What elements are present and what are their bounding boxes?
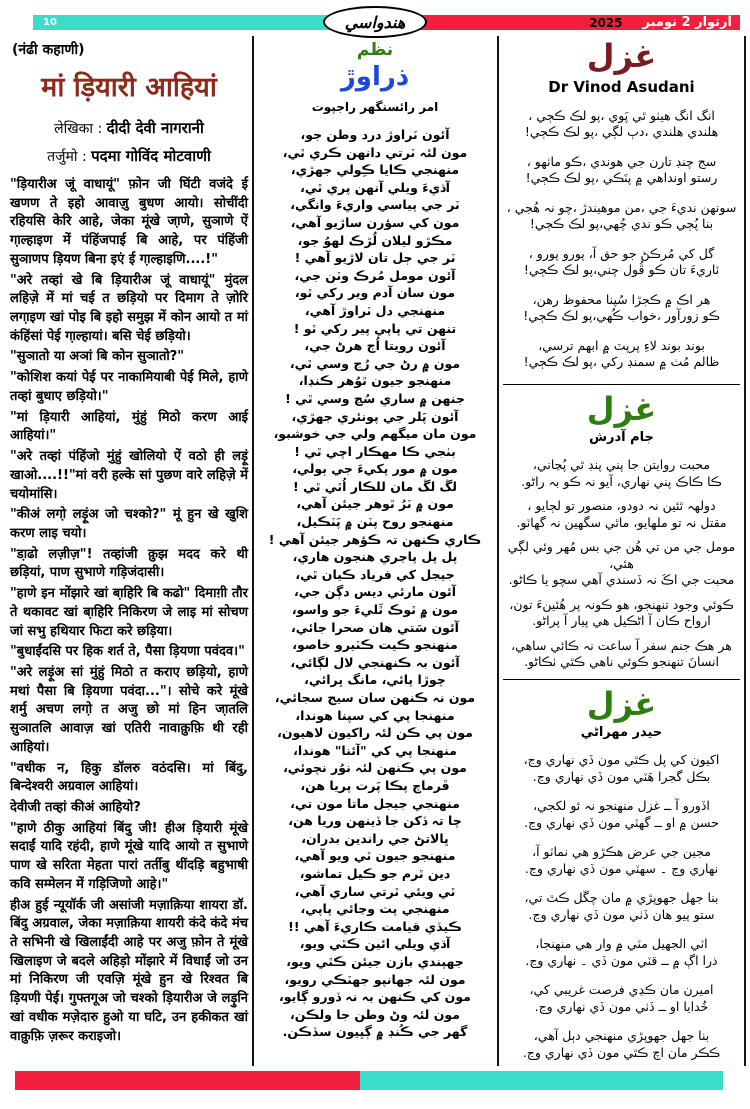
ghazal-title: غزل xyxy=(586,389,657,428)
ghazal-line: بوند بوند لاءِ پرپٽ ۾ ابهم ترسي، xyxy=(538,337,705,353)
ghazal-couplet xyxy=(503,890,740,923)
poem-line: جيجل کي فرياد ڪيان ٿي، xyxy=(295,566,455,582)
ghazal-line: هر اڪ ۾ ڪجڙا سُپنا محفوظ رهن، xyxy=(532,291,711,307)
poem-line: مون لئہ وڻ وطن جا ولڪن، xyxy=(290,1006,460,1022)
poem-line: آئون ٽراوڙ درد وطن جو، xyxy=(300,127,450,142)
poem-line: آڌي ويلي ائين ڪٿي ويو، xyxy=(299,936,451,952)
ghazal-couplet xyxy=(503,936,740,969)
poem-line: منهنجي ڪايا ڪِولي جهڙي، xyxy=(290,162,460,178)
nazm-title: ذراوڙ xyxy=(340,62,410,92)
ghazal-couplet xyxy=(503,457,740,490)
story-author-byline xyxy=(10,118,248,138)
poem-line: مون مان ميگهم ولي جي خوشبو، xyxy=(273,426,477,442)
poem-line: گهر جي ڪُنڊ ۾ ڳڀيون سڏڪن. xyxy=(282,1024,468,1040)
ghazal-couplet xyxy=(503,638,740,671)
story-paragraph: "बुधाईंदसि पर हिक शर्त ते, पैसा ड़ियणा पवंदव।" xyxy=(10,644,245,660)
nazm-body xyxy=(258,126,492,1041)
column-divider-right xyxy=(497,36,499,1066)
ghazal-body xyxy=(503,108,740,371)
ghazal-line: سج چنڊ تارن جي هوندي ،ڪو ماٺهو ، xyxy=(526,153,717,169)
ghazal-line: ظالم مُٺ ۾ سمنڊ رکي ،پو لڪ ڪڄي! xyxy=(523,354,720,370)
ghazal-column xyxy=(503,38,740,1074)
poem-line: چا تہ ڏکن جا ڏينهن وريا هن، xyxy=(288,813,462,829)
ghazal-couplet xyxy=(503,338,740,371)
ghazal-line: اکيون کي پل ڪٿي مون ڏي نهاري وڃ، xyxy=(523,752,720,768)
ghazal-line: ڪا ڪاڪ پني نهاري، آيو نہ ڪو بہ راڻو. xyxy=(521,473,722,489)
ghazal-body xyxy=(503,457,740,671)
translator-label: तर्जुमो : xyxy=(47,149,87,165)
ghazal-line: ذرا اڳ ۾ ــ قٽي مون ڏي ۔ نهاري وڃ. xyxy=(525,952,718,968)
story-paragraph: "डा़ढो लज़ीज़"! तव्हांजी कु़झ मदद करे थी छड़ियां, पाण सुभाणे गड़िजंदासी। xyxy=(10,546,248,581)
ghazal-line: خُدايا او ــ ڏٺي مون ڏي نهاري وڃ. xyxy=(534,998,709,1014)
nazm-kicker: نظم xyxy=(356,40,394,60)
masthead-title: هندواسي xyxy=(344,12,406,32)
story-kicker: (नंढी कहाणी) xyxy=(12,42,85,58)
ghazal-title: غزل xyxy=(586,684,657,723)
ghazal-line: ڪوئي وجود تنهنجو، هو ڪونہ پر هُئينءَ تون، xyxy=(509,596,734,612)
ghazal-line: بنا جهل جهوپڙي ۾ مان چڱل ڪٿ تي، xyxy=(524,890,719,906)
ghazal-line: محبت روايتن جا پني پنڊ ٿي پُڃاني، xyxy=(532,457,711,473)
ghazal-line: محبت جي اڪَ نہ ڏسندي آهي سچو يا ڪاڻو. xyxy=(508,572,735,588)
story-paragraph: हीअ हुई न्यूयॉर्क जी असांजी मज़ाक़िया शायरा डॉ. बिंदु अग्रवाल, जेका मज़ाक़िया शायरी कंदे कंदे मंच ते सभिनी खे खिलाईंदी आहे पर अजु फ़ोन ते मूंखे खिलाइण जे बदले अहिड़ो मोंझारे में विधाईं जो उन मां निकिरण जी एवज़ि मूंखे हुन खे रिश्वत बि ड़ियणी पेई। गुफ्तगूअ जो चश्को ड़ियारीअ जे लड़ुनि खां वधीक मज़ेदारु हुओ या घटि, उन हकीकत खां वाकु़फ़ि ज़रूर कराइजो। xyxy=(10,897,248,1044)
poem-line: منهنجا پي کي سپنا هوندا، xyxy=(295,707,455,723)
poem-line: دين ٿرم جو ڪيل تماشو، xyxy=(299,865,451,881)
poem-line: جهپندي بازن جيئن ڪٿي ويو، xyxy=(286,953,464,969)
ghazal-title: غزل xyxy=(586,37,657,75)
poem-line: آئون سَتي هان صحرا جائي، xyxy=(291,619,459,635)
ghazal-line: انسانَ تنهنجو ڪوئي ناهي ڪٿي ٺڪاڻو. xyxy=(524,654,719,670)
poem-line: بٺجي ڪا مهڪار اچي ٿي ! xyxy=(294,443,456,459)
masthead-oval xyxy=(323,6,427,38)
column-divider-left xyxy=(252,36,254,1066)
story-paragraph: "कीअं लगो़ लड़ूंअ जो चश्को?" मूं हुन खे खुशि करण लाइ चयो। xyxy=(10,507,248,541)
story-body xyxy=(10,176,248,1046)
poem-line: ڀالاتڻ جي راندين بدران، xyxy=(301,830,449,846)
ghazal-section-3 xyxy=(503,684,740,1062)
ghazal-section-2 xyxy=(503,389,740,671)
ghazal-line: اٽي الجهيل مٽي ۾ وار هي منهنجا، xyxy=(535,936,708,952)
ghazal-separator xyxy=(503,384,740,385)
ghazal-line: نهاري وڃ ۔ سهٽي مون ڏي نهاري وڃ. xyxy=(524,860,719,876)
poem-line: آئون بہ ڪنهنجي لال لڳائي، xyxy=(290,654,460,670)
ghazal-couplet xyxy=(503,246,740,279)
ghazal-couplet xyxy=(503,982,740,1015)
poem-line: چوڙا پائي، مانگ ڀرائي، xyxy=(304,672,446,688)
poem-line: مون لئہ جهانپو جهٽڪي رويو، xyxy=(284,971,466,987)
ghazal-line: بڪل گجرا هَٽي مون ڏي نهاري وڃ. xyxy=(532,768,711,784)
ghazal-author: Dr Vinod Asudani xyxy=(548,77,695,96)
ghazal-couplet xyxy=(503,539,740,589)
ghazal-line: هر هڪ جنم سفر آ ساعت نہ ڪائي ساهي، xyxy=(511,637,732,653)
poem-line: مون ۾ ٿوڪ ٿَليءَ جو واسو، xyxy=(291,602,459,618)
poem-line: مون نہ ڪنهن سان سيج سجائي، xyxy=(274,690,476,705)
poem-line: مون کي ڪنهن بہ نہ ڏورو ڳايو، xyxy=(279,989,471,1005)
poem-line: آڌيءَ ويلي آنهن پري ٿي، xyxy=(300,179,450,195)
story-title: मां ड़ियारी आहियां xyxy=(41,72,217,103)
poem-line: مون لئہ ٽرتي دانهن ڪري ٿي، xyxy=(282,144,468,160)
story-paragraph: "अरे तव्हां पंहिंजो मुंहुं खोलियो ऐं वठो ही लड़ूं खाओ....!!"मां वरी हल्के सां पुछण वारे लहिज़े में चयोमांसि। xyxy=(10,449,248,502)
translator-name: पदमा गोविंद मोटवाणी xyxy=(91,147,211,165)
ghazal-author: حيدر مهراڻي xyxy=(580,725,663,741)
ghazal-line: مجين جي عرض هڪڙو هي نماٽو آ، xyxy=(532,844,711,860)
ghazal-separator xyxy=(503,679,740,680)
story-paragraph: "सुञातो या अञां बि कोन सुञातो?" xyxy=(10,349,185,365)
poem-line: آئون مارئي ديس دڳن جي، xyxy=(294,584,456,600)
ghazal-body xyxy=(503,752,740,1061)
poem-line: منهنجا پي کي "آئنا" هوندا، xyxy=(293,742,457,758)
story-column xyxy=(10,38,248,1048)
poem-line: منهنجو ڪيت ڪٽيرو خاصو، xyxy=(292,637,458,653)
poem-line: تنهن تي پاپي پير رکي ٿو ! xyxy=(293,320,457,336)
poem-line: منهنجي دل ٽراوڙ آهي، xyxy=(304,302,446,318)
poem-line: آئون رويتا اُڄ هرڻ جي، xyxy=(304,338,446,354)
ghazal-line: انگ انگ هيٺو ٿي پَوي ،پو لڪ ڪڄي ، xyxy=(528,107,715,123)
story-translator-byline xyxy=(10,146,248,166)
ghazal-line: ٽاريءَ تان ڪو ڦُول چني،پو لڪ ڪڄي! xyxy=(523,262,720,278)
page-right-rule xyxy=(744,36,746,1066)
ghazal-couplet xyxy=(503,200,740,233)
story-paragraph: "ड़ियारीअ जूं वाधायूं" फ़ोन जी घिंटी वजंदे ई खणण ते इहो आवाज़ु बुधण आयो। सोचींदी रहियसि केरि आहे, जेका मूंखे जा़णे, सुञाणे ऐं गा़ल्हाइण में पंहिंजपाई बि आहे, पर पंहिंजी सुञाणप ड़ियण बिना इएं ई गा़ल्हाइणि....!" xyxy=(10,177,248,267)
poem-line: مون پي ڪنهن لئہ نوُر نچوئي، xyxy=(283,760,467,776)
poem-line: ٽر جي پياسي واريءَ وانگي، xyxy=(290,197,460,213)
ghazal-line: اميرن مان ڪڍي فرصت غريبي کي، xyxy=(529,982,714,998)
poem-line: مڪڙو ليلان لُڙڪ لهوُ جو، xyxy=(297,232,453,248)
ghazal-couplet xyxy=(503,844,740,877)
poem-line: جنهن ۾ ساري سُڃ وسي ٿي ! xyxy=(285,390,465,406)
story-paragraph: "वधीक न, हिकु डॉलरु वठंदसि। मां बिंदु, बिन्देश्वरी अग्रवाल आहियां। xyxy=(10,760,248,795)
story-paragraph: "कोशिश कयां पेई पर नाकामियाबी पेई मिले, हाणे तव्हां बुधाए छड़ियो।" xyxy=(10,370,248,404)
ghazal-couplet xyxy=(503,1028,740,1061)
story-paragraph: "अरे लड़ूंअ सां मुंहुं मिठो त कराए छड़ियो, हाणे मथां पैसा बि ड़ियणा पवंदा..."। सोचे करे मूंखे शर्मु अचण लगो़ त अजु छो मां हिन जा़तलि सुञातलि आवाज़ खां एतिरी नावाकु़फ़ि थी रही आहियां। xyxy=(10,664,248,755)
ghazal-line: ستو پيو هان ڏٺي مون ڏي نهاري وڃ. xyxy=(528,906,715,922)
poem-line: مون ۾ رڻ جي رُڃ وسي ٿي، xyxy=(289,355,461,371)
ghazal-line: گل کي مُرڪڻ جو حق آ، پورو پورو ، xyxy=(528,245,715,261)
ghazal-couplet xyxy=(503,498,740,531)
poem-line: مون ۾ ٽرُ ٿوهر جيئن آهي، xyxy=(296,496,454,512)
ghazal-couplet xyxy=(503,798,740,831)
ghazal-section-1 xyxy=(503,37,740,371)
author-name: दीदी देवी नागरानी xyxy=(106,119,204,137)
nazm-author: امر رائسنگهر راجپوت xyxy=(311,100,439,114)
ghazal-line: بنا جهل جهوپڙي منهنجي دٻل آهي، xyxy=(533,1028,710,1044)
page-number: 10 xyxy=(43,17,57,28)
story-paragraph: "हाणे ठीकु आहियां बिंदु जी! हीअ ड़ियारी मूंखे सदाईं यादि रहंदी, हाणे मूंखे यादि आयो त सुभाणे पाण खे सरिता मेहता पारां तर्तीबु थींदड़ि बहुभाषी कवि सम्मेलन में गड़िजिणो आहे।" xyxy=(10,820,248,892)
poem-line: آئون پَلر جي پونئري جهڙي، xyxy=(291,408,459,424)
issue-year: 2025 xyxy=(589,15,623,30)
ghazal-line: ڪو زورآور ،خواب ڪُهي،پو لڪ ڪڄي! xyxy=(523,308,720,324)
header-bar-right xyxy=(378,15,740,30)
poem-line: مون سان آدم وير رکي ٿو، xyxy=(294,285,456,301)
story-paragraph: "हाणे इन मोंझारे खां बा़हिरि बि कढो" दिमाग़ी तौर ते थकावट खां बा़हिरि निकिरण जे लाइ मां सोचण जां सभु हथियार फिटा करे छड़िया। xyxy=(10,586,248,639)
poem-line: منهنجو جيون ٿوُهر ڪنڊا، xyxy=(298,373,452,389)
poem-line: مون ۾ مور پکيءَ جي ٻولي، xyxy=(292,461,458,477)
poem-line: ڪيڏي قيامت ڪاريءَ آهي !! xyxy=(288,918,462,934)
ghazal-line: حسن ۾ او ــ گهٽي مون ڏي نهاري وڃ. xyxy=(524,814,719,830)
ghazal-line: مومل جي من تي هُن جي بس مُهر وئي لڳي هئي، xyxy=(507,539,736,571)
ghazal-line: رستو اونداهي ۾ پنَڪي ،پو لڪ ڪڄي! xyxy=(525,170,718,186)
ghazal-couplet xyxy=(503,292,740,325)
ghazal-couplet xyxy=(503,108,740,141)
story-paragraph: "मां ड़ियारी आहियां, मुंहुं मिठो करण आई आहियां।" xyxy=(10,409,248,444)
poem-line: منهنجي جيجل ماتا مون تي، xyxy=(290,795,460,811)
ghazal-author: جام آدرش xyxy=(589,430,654,446)
author-label: लेखिका : xyxy=(54,121,103,137)
ghazal-line: هلندي هلندي ،دٻ لڳي ،پو لڪ ڪڄي! xyxy=(524,124,719,140)
story-paragraph: "अरे तव्हां खे बि ड़ियारीअ जूं वाधायूं" मुंदल लहिज़े में मां चई त छड़ियो पर दिमाग ते ज़ोरि लगा़इण खां पोइ बि इहो समुझ में कोन आयो त मां कंहिंसां पेई गा़ल्हायां। बसि चेई छड़ियो। xyxy=(10,272,248,344)
ghazal-line: مقتل نہ تو ملهايو، ماٿي سگهين نہ گهاٽو. xyxy=(516,514,727,530)
poem-line: پل پل پاڃري هنجون هاري، xyxy=(292,549,458,565)
ghazal-line: ارواح ڪان آ اڻڪيل هي پيار آ پراڻو. xyxy=(532,613,711,629)
ghazal-couplet xyxy=(503,752,740,785)
ghazal-line: اڏورو آ ــ غزل منهنجو نہ ئو لکجي، xyxy=(533,798,710,814)
footer-bar-red xyxy=(15,1071,360,1090)
ghazal-couplet xyxy=(503,154,740,187)
poem-line: مون کي سؤرن ساڙيو آهي، xyxy=(290,214,460,230)
ghazal-line: بنا پُڄي ڪو ندي چُهي،پو لڪ ڪڄي! xyxy=(529,216,714,232)
poem-line: ڪاري ڪنهن تہ ڪؤهر جيئن آهي ! xyxy=(268,531,482,547)
poem-line: ٽر جي ڄل تان لاڙيو آهي ! xyxy=(294,250,456,266)
issue-date: آرتوار 2 نومبر xyxy=(642,15,732,30)
poem-line: لڱ لڱ مان للڪار اُٿي ٿي ! xyxy=(293,478,457,494)
poem-line: ٿي ويئي ٿرتي ساري آهي، xyxy=(294,883,456,899)
poem-line: ڦرماچ پڪا پَرت پريا هن، xyxy=(300,777,450,793)
ghazal-line: دولهہ ٿئين نہ دودو، منصور تو لڄايو ، xyxy=(527,498,716,514)
poem-line: آئون مومل مُرڪ وٽن جي، xyxy=(294,267,456,283)
footer-bar-teal xyxy=(360,1071,723,1090)
story-paragraph: देवीजी तव्हां कीअं आहियो? xyxy=(10,800,141,815)
poem-line: مون پي ڪن لئہ راکيون لاهيون، xyxy=(277,725,473,741)
poem-line: منهنجو جيون ٿي ويو آهي، xyxy=(294,848,456,864)
poem-line: منهنجي پت وڃائي پاپي، xyxy=(300,901,450,917)
ghazal-line: سونهن نديءَ جي ،من موهيندڙ ،چو نہ هُجي ، xyxy=(506,199,737,215)
ghazal-line: ڪڪر مان اچ ڪٿي مون ڏي نهاري وڃ. xyxy=(522,1044,721,1060)
ghazal-couplet xyxy=(503,597,740,630)
poem-line: منهنجو روح پٽن ۾ پَٽڪيل، xyxy=(296,514,454,530)
nazm-column xyxy=(258,38,492,1041)
